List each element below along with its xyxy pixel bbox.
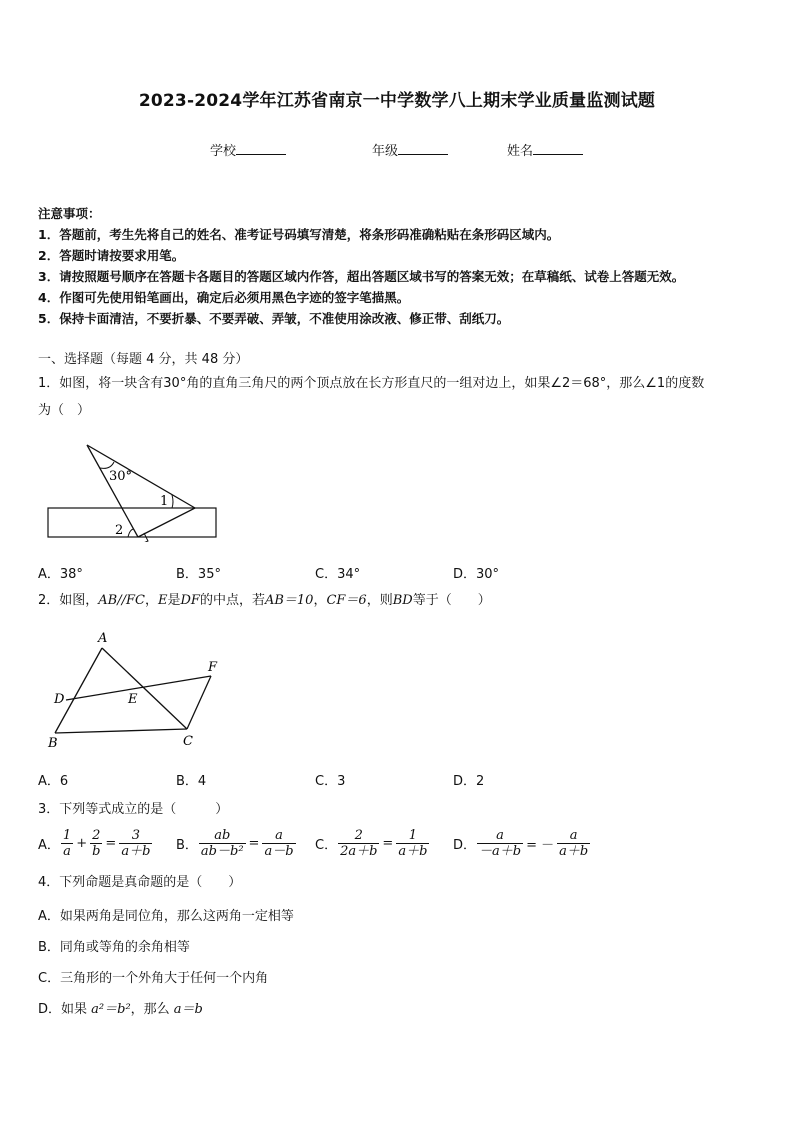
notes-heading: 注意事项： xyxy=(38,206,101,221)
question-2-figure xyxy=(40,628,230,750)
notes-item: 3．请按照题号顺序在答题卡各题目的答题区域内作答，超出答题区域书写的答案无效；在草稿纸、试卷上答题无效。 xyxy=(38,269,685,284)
page-title: 2023-2024学年江苏省南京一中学数学八上期末学业质量监测试题 xyxy=(138,91,656,111)
triangle-side xyxy=(138,508,195,537)
label-angle-2: 2 xyxy=(115,523,124,538)
ruler-rect xyxy=(48,508,216,537)
grade-field[interactable]: 年级 xyxy=(372,140,448,159)
point-c: C xyxy=(183,734,193,749)
segment-df xyxy=(66,676,211,700)
q4-option-b[interactable]: B．同角或等角的余角相等 xyxy=(38,940,190,955)
q4-option-c[interactable]: C．三角形的一个外角大于任何一个内角 xyxy=(38,971,269,986)
q4-option-a[interactable]: A．如果两角是同位角，那么这两角一定相等 xyxy=(38,909,294,924)
question-3-stem: 3．下列等式成立的是（ ） xyxy=(38,802,229,817)
notes-item: 1．答题前，考生先将自己的姓名、准考证号码填写清楚，将条形码准确粘贴在条形码区域内。 xyxy=(38,227,560,242)
notes-item: 2．答题时请按要求用笔。 xyxy=(38,248,185,263)
point-f: F xyxy=(208,660,218,675)
notes-item: 5．保持卡面清洁，不要折暴、不要弄破、弄皱，不准使用涂改液、修正带、刮纸刀。 xyxy=(38,311,510,326)
question-2-stem: 2．如图，AB//FC，E是DF的中点，若AB＝10，CF＝6，则BD等于（ ） xyxy=(38,593,491,608)
label-angle-1: 1 xyxy=(160,494,169,509)
angle-arc xyxy=(172,495,173,508)
q3-option-c[interactable]: C． $\frac{2}{2a+b}$ = $\frac{1}{a+b}$ xyxy=(315,828,428,859)
angle-arc xyxy=(100,462,114,468)
q1-option-b[interactable]: B．35° xyxy=(176,567,221,582)
q1-option-d[interactable]: D．30° xyxy=(453,567,500,582)
school-field[interactable]: 学校 xyxy=(210,140,286,159)
triangle-side xyxy=(87,445,195,508)
label-30: 30° xyxy=(109,469,133,484)
question-4-stem: 4．下列命题是真命题的是（ ） xyxy=(38,875,242,890)
question-1-figure xyxy=(40,440,230,542)
q2-option-a[interactable]: A．6 xyxy=(38,774,69,789)
q4-option-d[interactable]: D．如果 a²＝b²，那么 a＝b xyxy=(38,1002,203,1017)
segment-ac xyxy=(102,648,187,729)
question-1-stem: 1．如图，将一块含有30°角的直角三角尺的两个顶点放在长方形直尺的一组对边上，如果∠2＝68°，那么∠1的度数 为（ ） xyxy=(38,376,705,418)
q1-option-c[interactable]: C．34° xyxy=(315,567,361,582)
notes-block xyxy=(38,203,684,329)
notes-item: 4．作图可先使用铅笔画出，确定后必须用黑色字迹的签字笔描黑。 xyxy=(38,290,410,305)
point-b: B xyxy=(48,736,58,750)
q2-option-c[interactable]: C．3 xyxy=(315,774,346,789)
triangle-side xyxy=(87,445,138,537)
q2-option-d[interactable]: D．2 xyxy=(453,774,485,789)
q3-option-d[interactable]: D． $\frac{a}{-a+b}$ = － $\frac{a}{a+b}$ xyxy=(453,828,589,859)
point-a: A xyxy=(98,631,108,646)
q2-option-b[interactable]: B．4 xyxy=(176,774,207,789)
q3-option-b[interactable]: B． $\frac{ab}{\text{ab－b²}}$ = $\frac{a}{a-b}$ xyxy=(176,828,294,859)
segment-fc xyxy=(187,676,211,729)
point-e: E xyxy=(128,692,138,707)
name-field[interactable]: 姓名 xyxy=(507,140,583,159)
segment-bc xyxy=(55,729,187,733)
section-heading: 一、选择题（每题 4 分，共 48 分） xyxy=(38,352,249,367)
q3-option-a[interactable]: A． $\frac{1}{a}$ + $\frac{2}{b}$ = $\frac{3}{a+b}$ xyxy=(38,828,151,859)
segment-ab xyxy=(55,648,102,733)
q1-option-a[interactable]: A．38° xyxy=(38,567,83,582)
point-d: D xyxy=(54,692,65,707)
angle-arc xyxy=(128,529,134,537)
